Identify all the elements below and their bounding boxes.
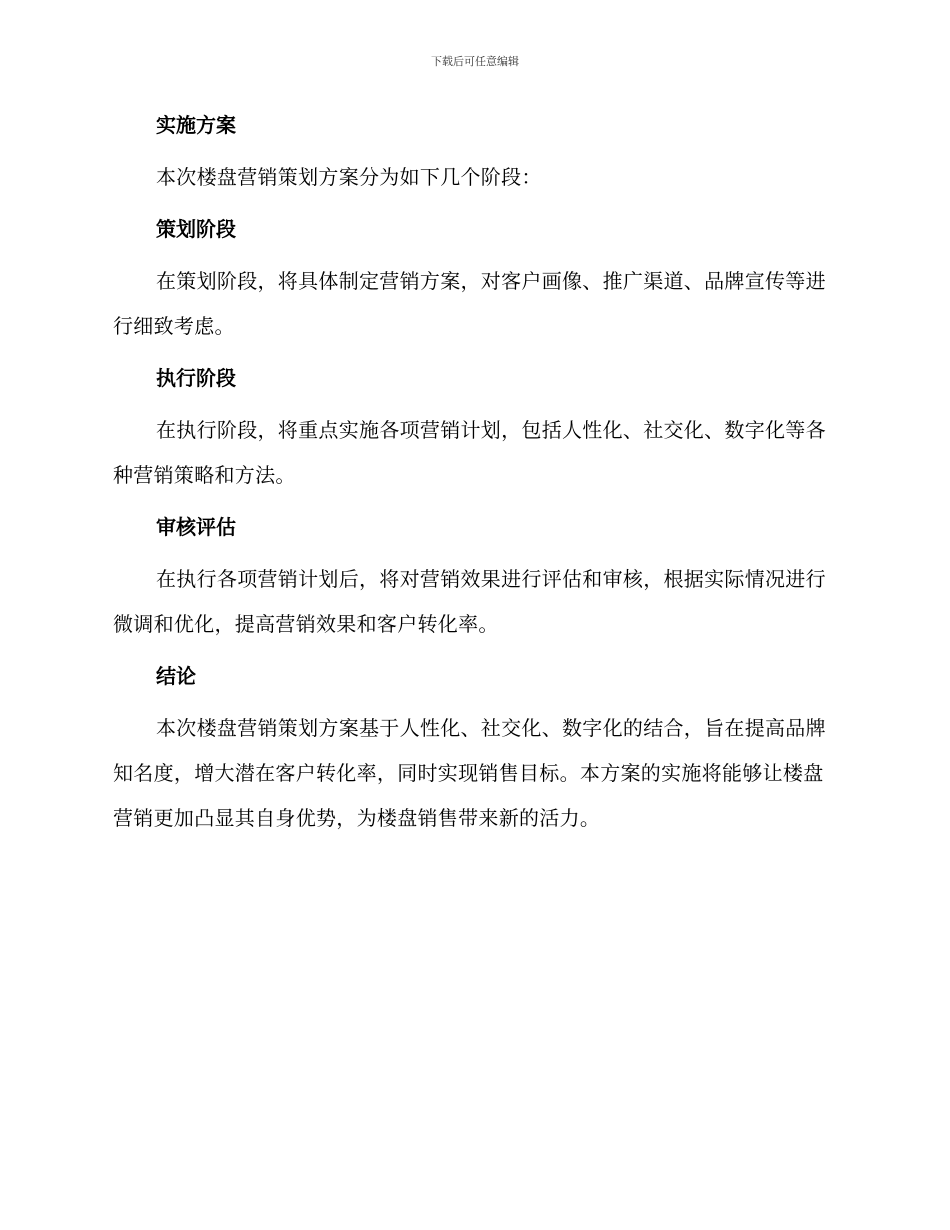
section-paragraph-implementation: 本次楼盘营销策划方案分为如下几个阶段： [156,165,542,189]
header-note: 下载后可任意编辑 [431,55,519,68]
document-body [113,110,831,841]
section-paragraph-conclusion: 本次楼盘营销策划方案基于人性化、社交化、数字化的结合，旨在提高品牌知名度，增大潜在客户转化率，同时实现销售目标。本方案的实施将能够让楼盘营销更加凸显其自身优势，为楼盘销售带来新的活力。 [113,716,826,830]
section-heading-review: 审核评估 [156,515,236,539]
section-heading-conclusion: 结论 [156,664,196,688]
section-paragraph-planning: 在策划阶段，将具体制定营销方案，对客户画像、推广渠道、品牌宣传等进行细致考虑。 [113,269,826,338]
section-paragraph-review: 在执行各项营销计划后，将对营销效果进行评估和审核，根据实际情况进行微调和优化，提高营销效果和客户转化率。 [113,567,826,636]
section-heading-execution: 执行阶段 [156,366,236,390]
section-paragraph-execution: 在执行阶段，将重点实施各项营销计划，包括人性化、社交化、数字化等各种营销策略和方法。 [113,418,826,487]
section-heading-planning: 策划阶段 [156,217,236,241]
section-heading-implementation: 实施方案 [156,113,236,137]
